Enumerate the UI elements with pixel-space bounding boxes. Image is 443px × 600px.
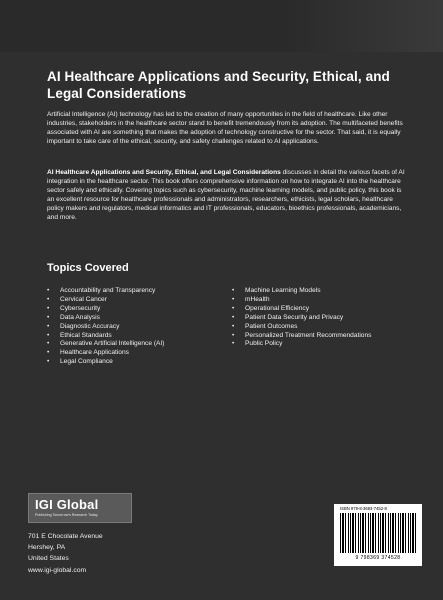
topic-item: • Operational Efficiency [232,305,422,314]
topic-item: • Public Policy [232,340,422,349]
address-line: Hershey, PA [28,544,66,552]
paragraph-2-body: discusses in detail the various facets of AI integration in the healthcare sector. This book offers comprehensive information on how to integrate AI into the healthcare sector safely and ethically. Covering topics such as cybersecurity, machine learning models, and public policy, this book is an excellent resource for healthcare professionals and administrators, researchers, ethicists, legal scholars, healthcare policy makers and regulators, medical informatics and IT professionals, educators, bioethics professionals, academicians, and more. [47,169,405,221]
logo-wordmark: IGI Global [35,497,99,512]
topics-heading: Topics Covered [47,262,129,274]
topic-item: • Personalized Treatment Recommendations [232,332,422,341]
topic-item: • Ethical Standards [47,332,227,341]
address-line: 701 E Chocolate Avenue [28,533,103,540]
topic-item: • Diagnostic Accuracy [47,323,227,332]
topic-item: • Healthcare Applications [47,349,227,358]
description-paragraph-2 [47,169,407,222]
topic-item: • Data Analysis [47,314,227,323]
address-line: United States [28,555,69,563]
book-title: AI Healthcare Applications and Security, Ethical, and Legal Considerations [47,69,390,101]
isbn-barcode [334,504,422,566]
description-paragraph-1: Artificial Intelligence (AI) technology has led to the creation of many opportunities in the field of healthcare. Like other industries, stakeholders in the healthcare sector stand to benefit tremendously from its adoption. The multifaceted benefits associated with AI are something that makes the adoption of technology constructive for the sector. That said, it is equally important to take care of the ethical, security, and safety challenges related to AI applications. [47,111,403,145]
barcode-bars [340,513,416,553]
topic-item: • Machine Learning Models [232,287,422,296]
topic-item: • mHealth [232,296,422,305]
topics-list-left [47,287,227,367]
top-color-band [0,0,443,52]
publisher-address [28,531,103,576]
address-line: www.igi-global.com [28,566,87,574]
topics-list-right [232,287,422,349]
isbn-label: ISBN 979-8-3693-7452-8 [340,506,387,511]
topic-item: • Legal Compliance [47,358,227,367]
topic-item: • Patient Data Security and Privacy [232,314,422,323]
publisher-logo [28,493,132,523]
logo-tagline: Publishing Tomorrow's Research Today [35,513,98,517]
topic-item: • Cervical Cancer [47,296,227,305]
topic-item: • Patient Outcomes [232,323,422,332]
barcode-digits: 9 798369 374528 [355,555,401,561]
topic-item: • Cybersecurity [47,305,227,314]
top-band-accent [283,0,443,52]
topic-item: • Accountability and Transparency [47,287,227,296]
topic-item: • Generative Artificial Intelligence (AI) [47,340,227,349]
paragraph-2-bold-title: AI Healthcare Applications and Security, Ethical, and Legal Considerations [47,169,281,176]
